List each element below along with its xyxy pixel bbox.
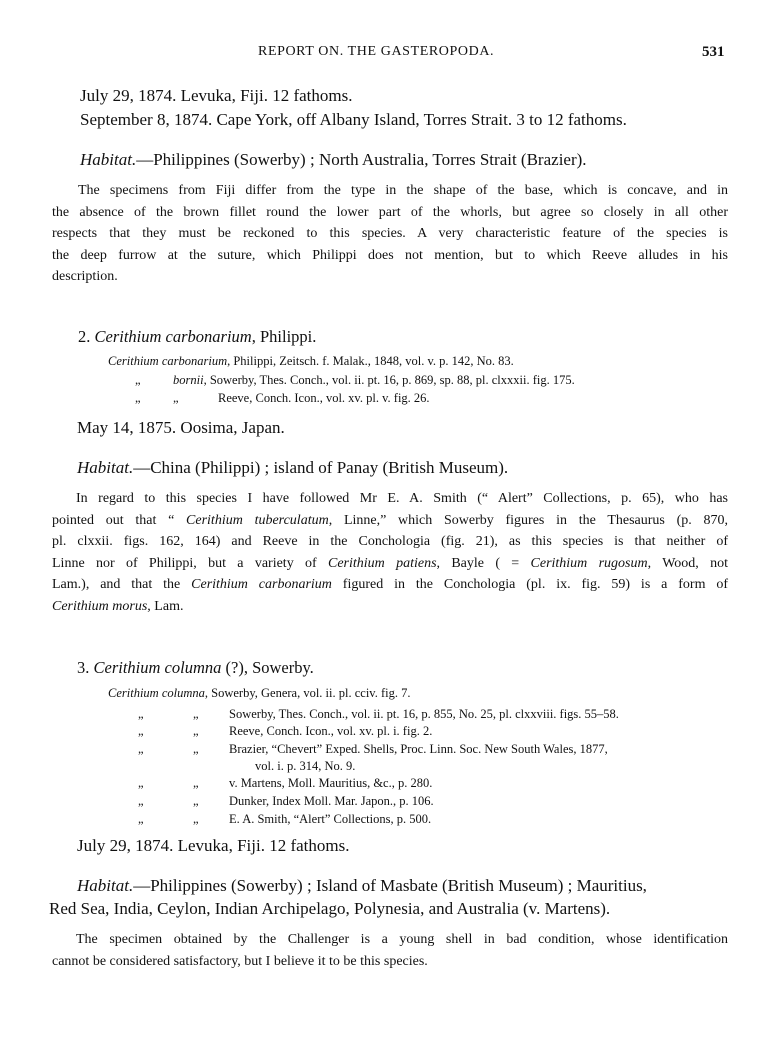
synonym-name: bornii bbox=[173, 373, 204, 387]
habitat-label: Habitat. bbox=[77, 458, 134, 477]
ditto-mark: „ bbox=[135, 391, 141, 405]
ditto-mark: „ bbox=[138, 742, 144, 756]
synonym-ref: Dunker, Index Moll. Mar. Japon., p. 106. bbox=[229, 794, 434, 808]
synonym-ref: vol. i. p. 314, No. 9. bbox=[255, 759, 356, 773]
paragraph-line: cannot be considered satisfactory, but I believe it to be this species. bbox=[52, 953, 428, 969]
station-line: September 8, 1874. Cape York, off Albany Island, Torres Strait. 3 to 12 fathoms. bbox=[80, 110, 627, 129]
paragraph-line: the absence of the brown fillet round the lower part of the whorls, but agree so closely in all other bbox=[52, 204, 728, 220]
paragraph-line: description. bbox=[52, 269, 118, 284]
synonymy-line bbox=[173, 373, 575, 388]
species-heading bbox=[78, 327, 316, 347]
paragraph-line: Lam.), and that the Cerithium carbonarium figured in the Conchologia (pl. ix. fig. 59) is a form of bbox=[52, 577, 728, 592]
paragraph-line: the deep furrow at the suture, which Philippi does not mention, but to which Reeve alludes in his bbox=[52, 247, 728, 263]
paragraph-line: Cerithium morus, Lam. bbox=[52, 598, 184, 614]
paragraph bbox=[52, 180, 728, 288]
ditto-mark: „ bbox=[173, 391, 179, 405]
species-author: , Philippi. bbox=[251, 327, 317, 346]
running-header: REPORT ON. THE GASTEROPODA. bbox=[258, 44, 495, 59]
paragraph bbox=[52, 929, 728, 972]
ditto-mark: „ bbox=[138, 812, 144, 826]
ditto-mark: „ bbox=[138, 794, 144, 808]
habitat-line bbox=[80, 150, 587, 170]
paragraph-line: The specimens from Fiji differ from the type in the shape of the base, which is concave, and in bbox=[78, 183, 728, 198]
page-number: 531 bbox=[702, 44, 725, 60]
synonymy-line bbox=[108, 686, 411, 701]
station-line: July 29, 1874. Levuka, Fiji. 12 fathoms. bbox=[77, 836, 350, 855]
species-heading bbox=[77, 658, 314, 678]
synonym-ref: v. Martens, Moll. Mauritius, &c., p. 280. bbox=[229, 776, 433, 790]
synonym-name: Cerithium columna bbox=[108, 686, 205, 700]
habitat-line bbox=[77, 458, 508, 478]
ditto-mark: „ bbox=[135, 373, 141, 387]
ditto-mark: „ bbox=[138, 707, 144, 721]
ditto-mark: „ bbox=[193, 707, 199, 721]
species-name: Cerithium columna bbox=[93, 658, 222, 677]
species-number: 2. bbox=[78, 327, 91, 346]
species-author: (?), Sowerby. bbox=[221, 658, 314, 677]
paragraph-line: respects that they must be reckoned to this species. A very characteristic feature of the species is bbox=[52, 226, 728, 241]
ditto-mark: „ bbox=[193, 742, 199, 756]
synonym-ref: Brazier, “Chevert” Exped. Shells, Proc. Linn. Soc. New South Wales, 1877, bbox=[229, 742, 608, 756]
station-line: July 29, 1874. Levuka, Fiji. 12 fathoms. bbox=[80, 86, 353, 105]
species-name: Cerithium carbonarium bbox=[94, 327, 252, 346]
synonym-ref: , Sowerby, Genera, vol. ii. pl. cciv. fig. 7. bbox=[204, 686, 411, 700]
species-number: 3. bbox=[77, 658, 90, 677]
ditto-mark: „ bbox=[193, 812, 199, 826]
habitat-text: —Philippines (Sowerby) ; Island of Masbate (British Museum) ; Mauritius, bbox=[133, 876, 647, 895]
ditto-mark: „ bbox=[193, 794, 199, 808]
synonym-ref: Reeve, Conch. Icon., vol. xv. pl. v. fig. 26. bbox=[218, 391, 430, 405]
synonym-ref: , Sowerby, Thes. Conch., vol. ii. pt. 16, p. 869, sp. 88, pl. clxxxii. fig. 175. bbox=[203, 373, 575, 387]
habitat-line bbox=[77, 876, 647, 896]
paragraph-line: In regard to this species I have followed Mr E. A. Smith (“ Alert” Collections, p. 65), who has bbox=[76, 491, 728, 506]
ditto-mark: „ bbox=[138, 776, 144, 790]
paragraph-line: pointed out that “ Cerithium tuberculatum, Linne,” which Sowerby figures in the Thesaurus (p. 870, bbox=[52, 512, 729, 528]
ditto-mark: „ bbox=[193, 724, 199, 738]
synonym-ref: Reeve, Conch. Icon., vol. xv. pl. i. fig. 2. bbox=[229, 724, 433, 738]
paragraph-line: pl. clxxii. figs. 162, 164) and Reeve in the Conchologia (fig. 21), as this species is that neither of bbox=[52, 534, 728, 549]
habitat-label: Habitat. bbox=[77, 876, 134, 895]
habitat-label: Habitat. bbox=[80, 150, 137, 169]
habitat-line: Red Sea, India, Ceylon, Indian Archipelago, Polynesia, and Australia (v. Martens). bbox=[49, 899, 611, 918]
synonymy-line bbox=[108, 354, 514, 369]
ditto-mark: „ bbox=[138, 724, 144, 738]
synonym-ref: Sowerby, Thes. Conch., vol. ii. pt. 16, p. 855, No. 25, pl. clxxviii. figs. 55–58. bbox=[229, 707, 619, 721]
station-line: May 14, 1875. Oosima, Japan. bbox=[77, 418, 285, 437]
paragraph-line: Linne nor of Philippi, but a variety of Cerithium patiens, Bayle ( = Cerithium rugosum, Wood, not bbox=[52, 555, 728, 571]
habitat-text: —Philippines (Sowerby) ; North Australia, Torres Strait (Brazier). bbox=[136, 150, 587, 169]
synonym-ref: , Philippi, Zeitsch. f. Malak., 1848, vol. v. p. 142, No. 83. bbox=[227, 354, 514, 368]
habitat-text: —China (Philippi) ; island of Panay (British Museum). bbox=[133, 458, 509, 477]
paragraph-line: The specimen obtained by the Challenger is a young shell in bad condition, whose identification bbox=[76, 932, 728, 947]
synonym-ref: E. A. Smith, “Alert” Collections, p. 500. bbox=[229, 812, 432, 826]
synonym-name: Cerithium carbonarium bbox=[108, 354, 228, 368]
ditto-mark: „ bbox=[193, 776, 199, 790]
paragraph bbox=[52, 488, 728, 617]
